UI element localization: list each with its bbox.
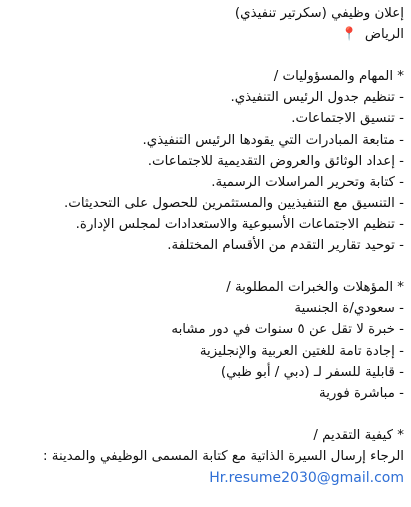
- list-item: - تنظيم الاجتماعات الأسبوعية والاستعدادات لمجلس الإدارة.: [75, 216, 404, 232]
- apply-instructions: الرجاء إرسال السيرة الذاتية مع كتابة المسمى الوظيفي والمدينة :: [43, 448, 404, 464]
- section-heading-responsibilities: * المهام والمسؤوليات /: [273, 69, 404, 85]
- location-city: الرياض: [364, 27, 404, 43]
- spacer: [7, 45, 404, 66]
- list-item: - إعداد الوثائق والعروض التقديمية للاجتماعات.: [147, 153, 404, 169]
- section-heading-qualifications: * المؤهلات والخبرات المطلوبة /: [226, 280, 404, 296]
- list-item: - قابلية للسفر لـ (دبي / أبو ظبي): [220, 364, 404, 380]
- post-title: إعلان وظيفي (سكرتير تنفيذي): [234, 6, 404, 21]
- spacer: [7, 256, 404, 277]
- list-item: - توحيد تقارير التقدم من الأقسام المختلفة.: [167, 238, 404, 254]
- list-item: - تنظيم جدول الرئيس التنفيذي.: [230, 90, 404, 106]
- list-item: - متابعة المبادرات التي يقودها الرئيس التنفيذي.: [142, 132, 404, 148]
- spacer: [7, 404, 404, 425]
- list-item: - إجادة تامة للغتين العربية والإنجليزية: [199, 343, 404, 359]
- location-line: [7, 24, 404, 45]
- list-item: - مباشرة فورية: [319, 385, 404, 401]
- list-item: - سعودي/ة الجنسية: [294, 301, 404, 317]
- list-item: - تنسيق الاجتماعات.: [291, 111, 404, 127]
- list-item: - كتابة وتحرير المراسلات الرسمية.: [211, 174, 404, 190]
- list-item: - خبرة لا تقل عن ٥ سنوات في دور مشابه: [171, 322, 404, 338]
- section-heading-how-to-apply: * كيفية التقديم /: [313, 427, 404, 443]
- map-pin-icon: 📍: [341, 27, 358, 43]
- list-item: - التنسيق مع التنفيذيين والمستثمرين للحصول على التحديثات.: [64, 195, 404, 211]
- email-link[interactable]: Hr.resume2030@gmail.com: [209, 470, 404, 487]
